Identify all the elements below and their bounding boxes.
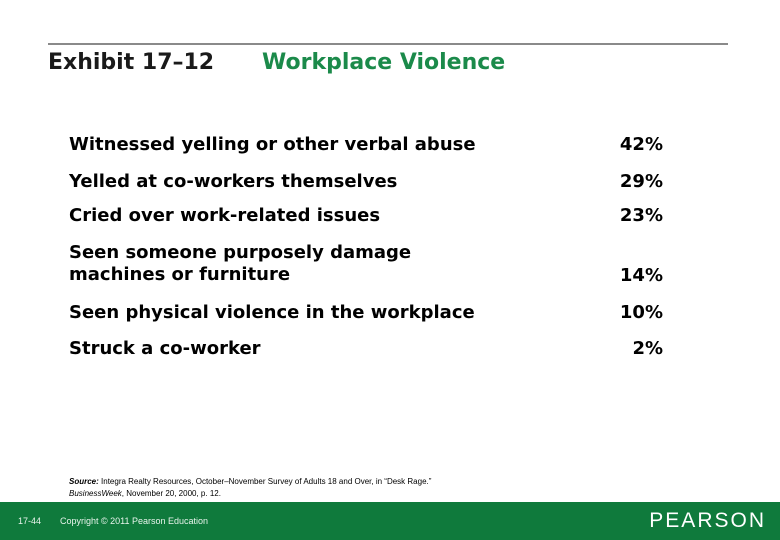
exhibit-label: Exhibit 17–12: [48, 50, 215, 75]
header-rule: [48, 43, 728, 45]
row-label-4: Seen someone purposely damage machines or furniture: [69, 242, 412, 285]
row-value-2: 29%: [619, 171, 663, 192]
copyright: Copyright © 2011 Pearson Education: [60, 516, 209, 526]
row-value-5: 10%: [619, 302, 663, 323]
slide-number: 17-44: [18, 516, 42, 526]
row-label-5: Seen physical violence in the workplace: [69, 302, 475, 323]
row-label-6: Struck a co-worker: [69, 338, 261, 359]
row-value-1: 42%: [619, 134, 663, 155]
footer-bar: [0, 502, 780, 540]
row-value-4: 14%: [619, 265, 663, 286]
row-value-6: 2%: [632, 338, 663, 359]
pearson-logo: PEARSON: [649, 509, 766, 532]
row-value-3: 23%: [619, 205, 663, 226]
row-label-2: Yelled at co-workers themselves: [69, 171, 398, 192]
row-label-1: Witnessed yelling or other verbal abuse: [69, 134, 476, 155]
source-note: Source: Integra Realty Resources, October–November Survey of Adults 18 and Over, in “Desk Rage.” BusinessWeek, November 20, 2000, p. 12.: [69, 477, 432, 498]
row-label-3: Cried over work-related issues: [69, 205, 381, 226]
exhibit-title: Workplace Violence: [262, 50, 506, 75]
